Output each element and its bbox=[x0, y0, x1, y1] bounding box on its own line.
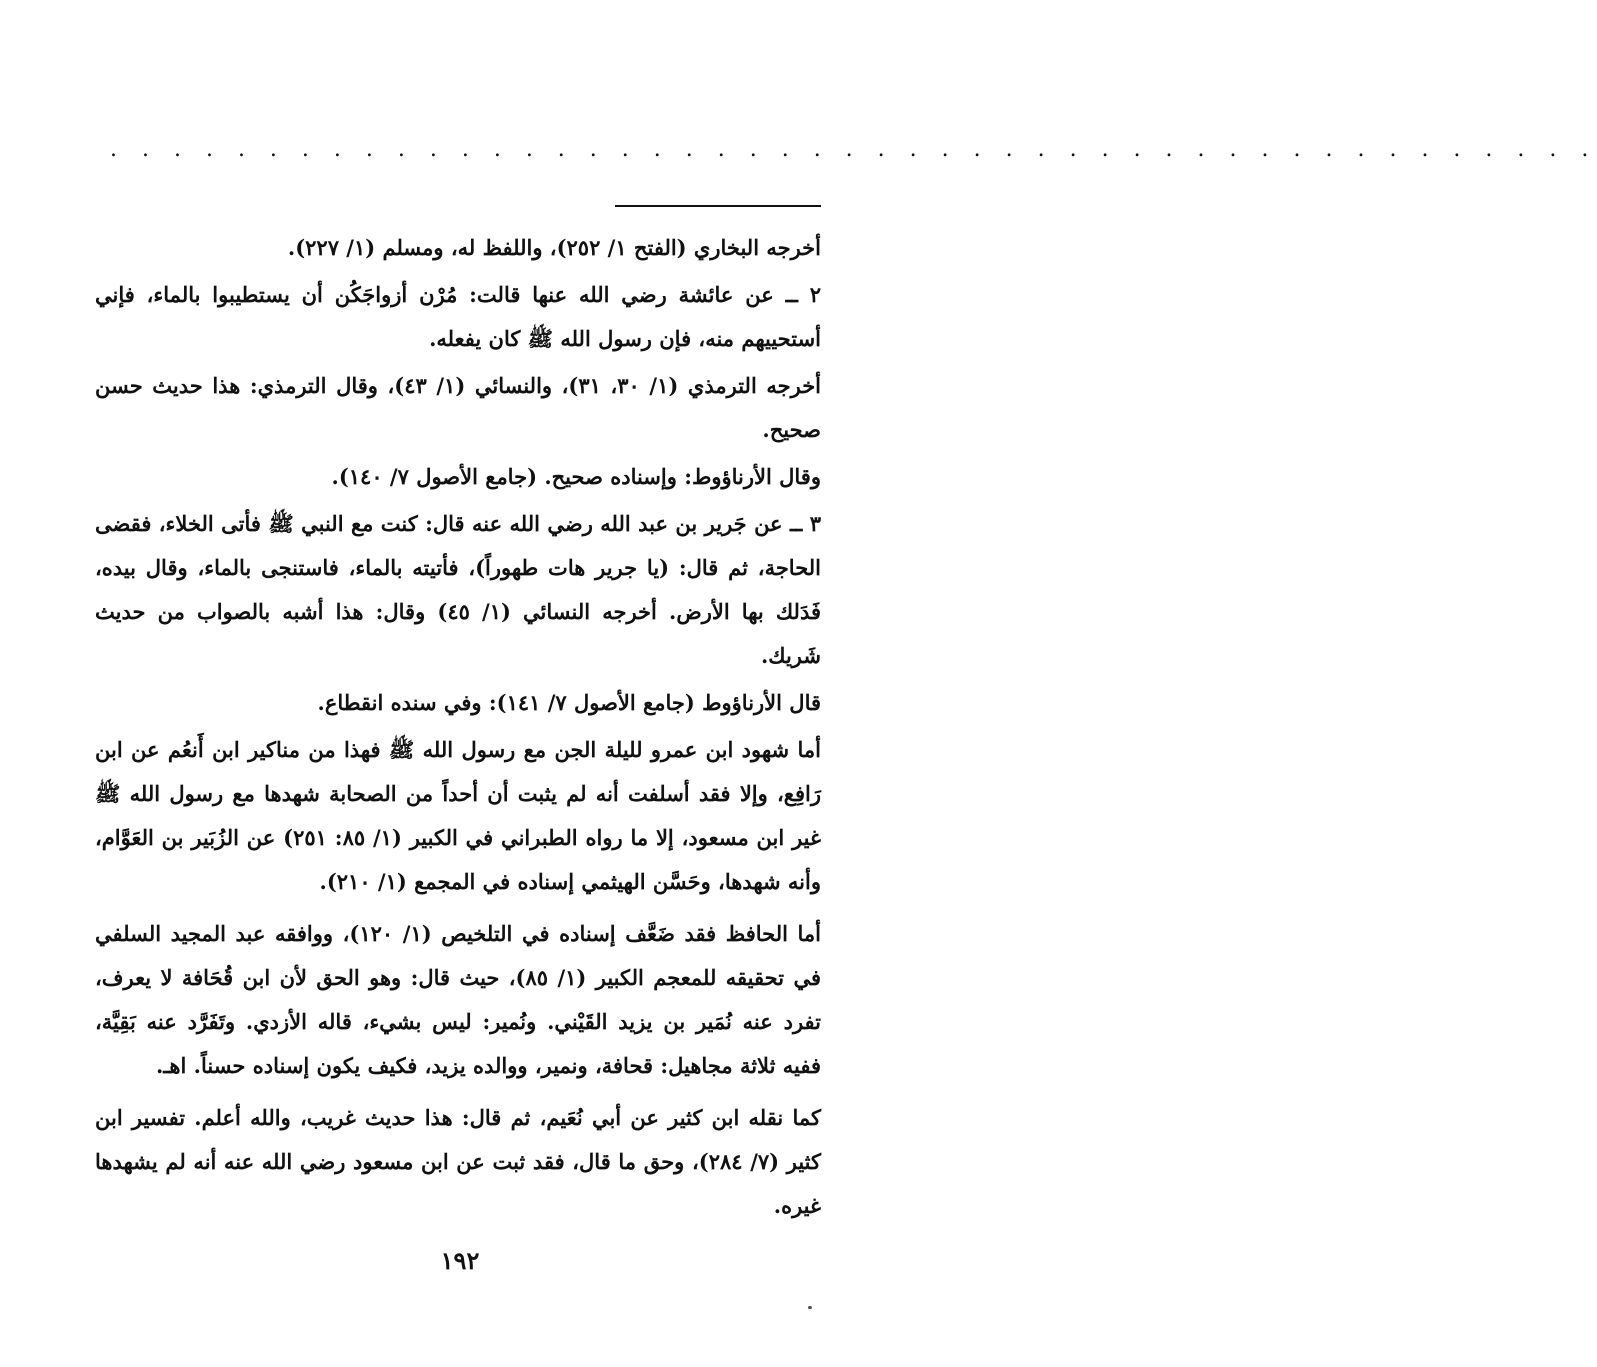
page-number: ١٩٢ bbox=[440, 1246, 480, 1275]
paragraph-1: أخرجه البخاري (الفتح ١/ ٢٥٢)، واللفظ له، ومسلم (١/ ٢٢٧). bbox=[287, 235, 821, 260]
paragraph-7: أما شهود ابن عمرو لليلة الجن مع رسول الله ﷺ فهذا من مناكير ابن أَنعُم عن ابن رَافِع، وإلا فقد أسلفت أنه لم يثبت أن أحداً من الصحابة شهدها مع رسول الله ﷺ غير ابن مسعود، إلا ما رواه الطبراني في الكبير (١/ ٨٥: ٢٥١) عن الزُبَير بن العَوَّام، وأنه شهدها، وحَسَّن الهيثمي إسناده في المجمع (١/ ٢١٠). bbox=[95, 737, 821, 894]
footnote-text bbox=[95, 226, 821, 1231]
paragraph-2: ٢ ــ عن عائشة رضي الله عنها قالت: مُرْن أزواجَكُن أن يستطيبوا بالماء، فإني أستحييهم منه، فإن رسول الله ﷺ كان يفعله. bbox=[95, 282, 821, 351]
paragraph-3: أخرجه الترمذي (١/ ٣٠، ٣١)، والنسائي (١/ ٤٣)، وقال الترمذي: هذا حديث حسن صحيح. bbox=[95, 373, 822, 442]
paragraph-5: ٣ ــ عن جَرير بن عبد الله رضي الله عنه قال: كنت مع النبي ﷺ فأتى الخلاء، فقضى الحاجة، ثم قال: (يا جرير هات طهوراً)، فأتيته بالماء، فاستنجى بالماء، وقال بيده، فَدَلك بها الأرض. أخرجه النسائي (١/ ٤٥) وقال: هذا أشبه بالصواب من حديث شَريك. bbox=[95, 511, 822, 668]
paragraph-4: وقال الأرناؤوط: وإسناده صحيح. (جامع الأصول ٧/ ١٤٠). bbox=[331, 464, 821, 489]
paragraph-8: أما الحافظ فقد ضَعَّف إسناده في التلخيص (١/ ١٢٠)، ووافقه عبد المجيد السلفي في تحقيقه للمعجم الكبير (١/ ٨٥)، حيث قال: وهو الحق لأن ابن قُحَافة لا يعرف، تفرد عنه نُمَير بن يزيد القَيْني. ونُمير: ليس بشيء، قاله الأزدي. وتَفَرَّد عنه بَقِيَّة، ففيه ثلاثة مجاهيل: قحافة، ونمير، ووالده يزيد، فكيف يكون إسناده حسناً. اهـ. bbox=[95, 921, 821, 1078]
paragraph-6: قال الأرناؤوط (جامع الأصول ٧/ ١٤١): وفي سنده انقطاع. bbox=[317, 690, 821, 715]
footnote-rule bbox=[615, 205, 821, 207]
separator-dots: . . . . . . . . . . . . . . . . . . . . . . . . . . . . . . . . . . . . . . . . . . . . . . . bbox=[110, 137, 1597, 162]
scan-speck bbox=[808, 1306, 812, 1309]
paragraph-9: كما نقله ابن كثير عن أبي نُعَيم، ثم قال: هذا حديث غريب، والله أعلم. تفسير ابن كثير (٧/ ٢٨٤)، وحق ما قال، فقد ثبت عن ابن مسعود رضي الله عنه أنه لم يشهدها غيره. bbox=[95, 1105, 822, 1218]
